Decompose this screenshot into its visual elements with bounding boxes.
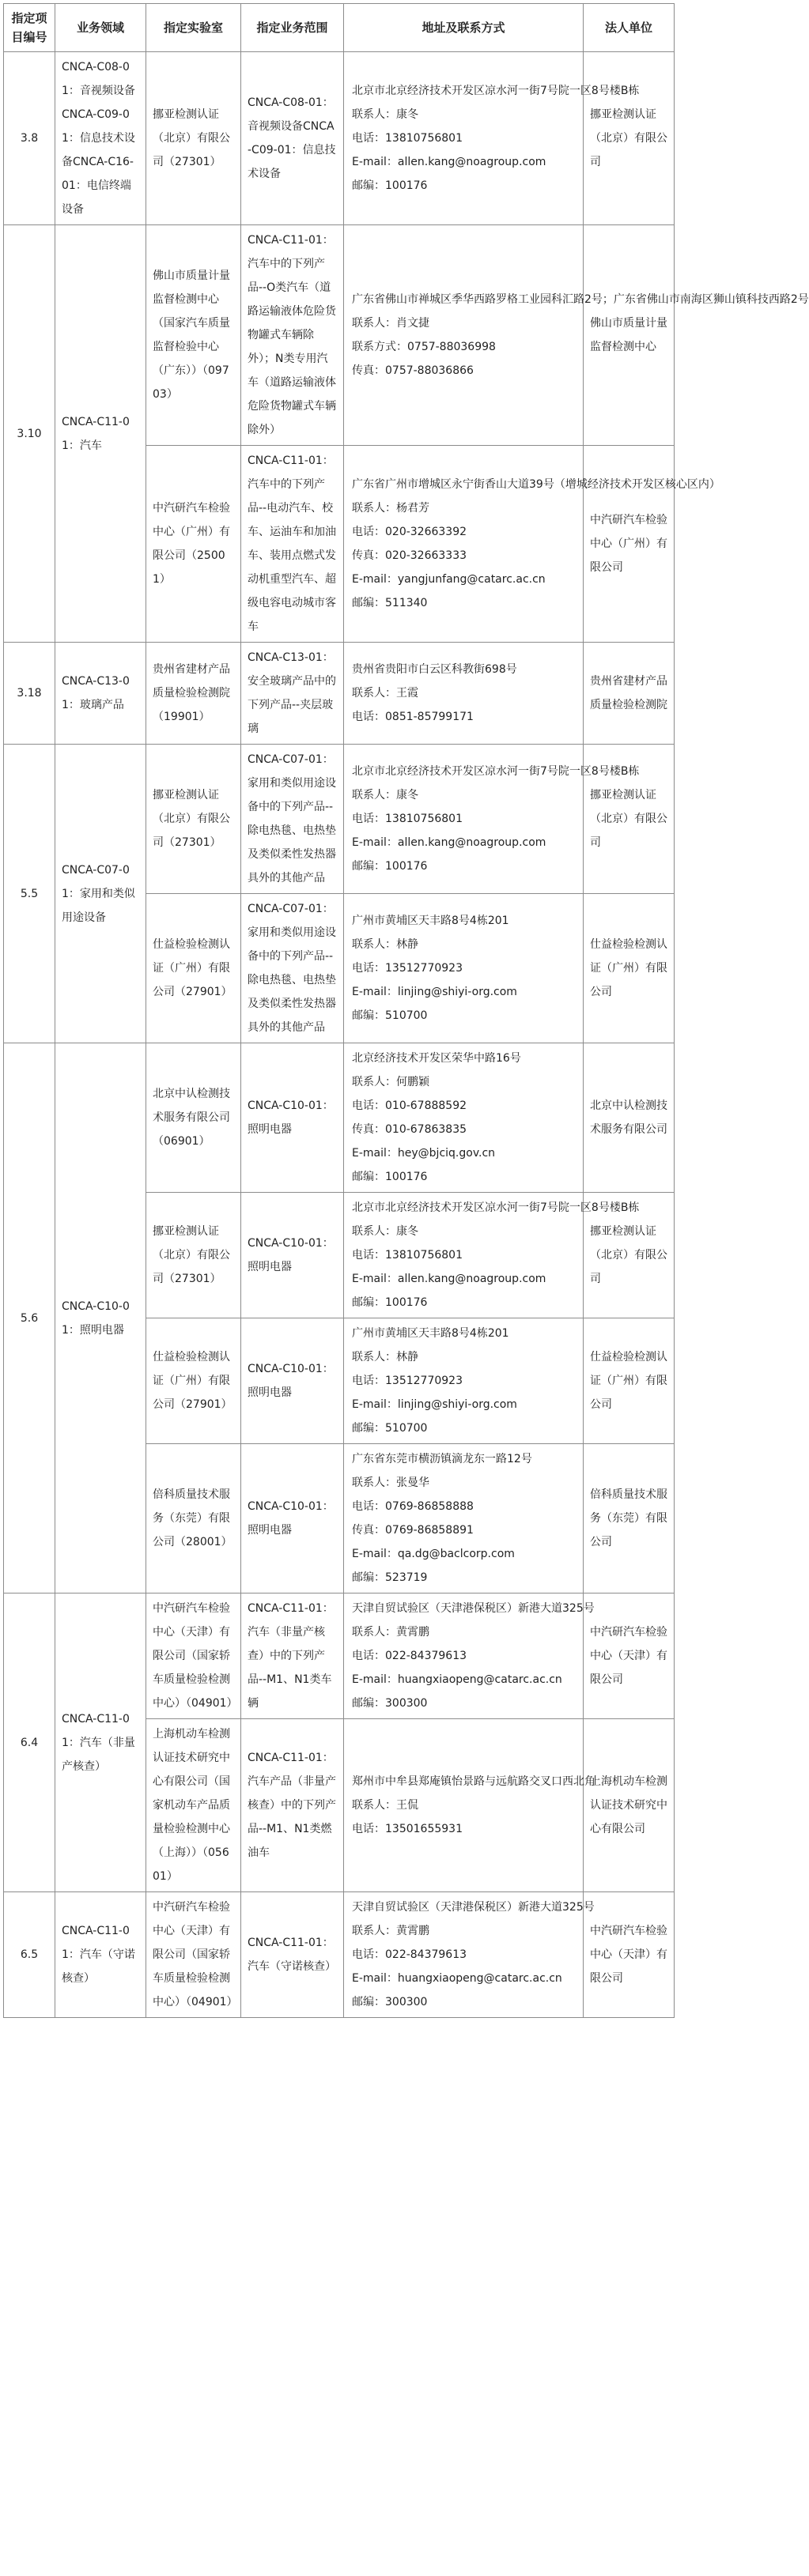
business-scope-cell: CNCA-C11-01：汽车（守诺核查）: [241, 1892, 344, 2018]
address-line: 电话：0851-85799171: [352, 711, 474, 723]
address-line: 电话：022-84379613: [352, 1948, 467, 1961]
address-line: 传真：0769-86858891: [352, 1524, 474, 1537]
designated-lab-cell: 挪亚检测认证（北京）有限公司（27301）: [146, 1193, 241, 1318]
designated-lab-cell: 挪亚检测认证（北京）有限公司（27301）: [146, 745, 241, 894]
address-line: 联系人：黄霄鹏: [352, 1626, 429, 1639]
legal-entity-cell: 北京中认检测技术服务有限公司: [584, 1043, 675, 1193]
table-row: [4, 225, 675, 446]
legal-entity-cell: 挪亚检测认证（北京）有限公司: [584, 745, 675, 894]
project-id-cell: 5.6: [4, 1043, 55, 1593]
header-project-id: 指定项目编号: [4, 4, 55, 52]
lab-designation-table: [3, 3, 809, 2018]
address-line: E-mail：huangxiaopeng@catarc.ac.cn: [352, 1972, 562, 1985]
legal-entity-cell: 仕益检验检测认证（广州）有限公司: [584, 1318, 675, 1444]
address-line: 联系人：肖文捷: [352, 317, 429, 330]
table-row: [4, 1043, 675, 1193]
legal-entity-cell: 中汽研汽车检验中心（天津）有限公司: [584, 1892, 675, 2018]
address-line: 广州市黄埔区天丰路8号4栋201: [352, 915, 509, 927]
designated-lab-cell: 仕益检验检测认证（广州）有限公司（27901）: [146, 894, 241, 1043]
address-line: 联系人：黄霄鹏: [352, 1925, 429, 1937]
business-scope-cell: CNCA-C13-01：安全玻璃产品中的下列产品--夹层玻璃: [241, 643, 344, 745]
address-line: E-mail：huangxiaopeng@catarc.ac.cn: [352, 1673, 562, 1686]
business-scope-cell: CNCA-C07-01：家用和类似用途设备中的下列产品--除电热毯、电热垫及类似柔性发热器具外的其他产品: [241, 894, 344, 1043]
address-line: 邮编：523719: [352, 1571, 428, 1584]
address-contact-cell: [344, 1593, 595, 1719]
designated-lab-cell: 挪亚检测认证（北京）有限公司（27301）: [146, 52, 241, 225]
business-field-cell: CNCA-C11-01：汽车: [55, 225, 146, 643]
business-scope-cell: CNCA-C11-01：汽车中的下列产品--O类汽车（道路运输液体危险货物罐式车辆除外）；N类专用汽车（道路运输液体危险货物罐式车辆除外）: [241, 225, 344, 446]
address-line: 广东省佛山市禅城区季华西路罗格工业园科汇路2号；广东省佛山市南海区狮山镇科技西路2号: [352, 293, 809, 306]
header-business-scope: 指定业务范围: [241, 4, 344, 52]
table-body: [4, 52, 809, 2018]
business-field-cell: CNCA-C10-01：照明电器: [55, 1043, 146, 1593]
designated-lab-cell: 中汽研汽车检验中心（广州）有限公司（25001）: [146, 446, 241, 643]
address-line: 邮编：100176: [352, 179, 428, 192]
address-line: 广东省东莞市横沥镇滴龙东一路12号: [352, 1453, 532, 1465]
address-line: 邮编：300300: [352, 1697, 428, 1710]
designated-lab-cell: 贵州省建材产品质量检验检测院（19901）: [146, 643, 241, 745]
header-legal-entity: 法人单位: [584, 4, 675, 52]
table-row: [4, 1892, 675, 2018]
legal-entity-cell: 仕益检验检测认证（广州）有限公司: [584, 894, 675, 1043]
address-line: 联系方式：0757-88036998: [352, 341, 496, 353]
legal-entity-cell: 中汽研汽车检验中心（广州）有限公司: [584, 446, 675, 643]
address-contact-cell: [344, 1892, 595, 2018]
address-contact-cell: [344, 894, 584, 1043]
header-address-contact: 地址及联系方式: [344, 4, 584, 52]
header-designated-lab: 指定实验室: [146, 4, 241, 52]
business-scope-cell: CNCA-C10-01：照明电器: [241, 1318, 344, 1444]
business-field-cell: CNCA-C13-01：玻璃产品: [55, 643, 146, 745]
project-id-cell: 6.4: [4, 1593, 55, 1892]
business-field-cell: CNCA-C11-01：汽车（守诺核查）: [55, 1892, 146, 2018]
address-line: E-mail：qa.dg@baclcorp.com: [352, 1548, 515, 1560]
address-contact-cell: [344, 1444, 584, 1593]
address-line: 电话：13810756801: [352, 1249, 463, 1262]
address-line: 北京经济技术开发区荣华中路16号: [352, 1052, 521, 1065]
address-line: E-mail：allen.kang@noagroup.com: [352, 1273, 546, 1285]
address-contact-cell: [344, 1318, 584, 1444]
business-scope-cell: CNCA-C11-01：汽车（非量产核查）中的下列产品--M1、N1类车辆: [241, 1593, 344, 1719]
business-scope-cell: CNCA-C08-01：音视频设备CNCA-C09-01：信息技术设备: [241, 52, 344, 225]
address-line: 邮编：510700: [352, 1009, 428, 1022]
address-line: 联系人：杨君芳: [352, 502, 429, 515]
address-line: 联系人：王侃: [352, 1799, 418, 1812]
table-row: [4, 1593, 675, 1719]
business-scope-cell: CNCA-C07-01：家用和类似用途设备中的下列产品--除电热毯、电热垫及类似柔性发热器具外的其他产品: [241, 745, 344, 894]
address-line: 电话：13810756801: [352, 813, 463, 825]
address-line: 电话：13512770923: [352, 1375, 463, 1387]
address-contact-cell: [344, 643, 584, 745]
address-line: E-mail：allen.kang@noagroup.com: [352, 156, 546, 168]
table-header-row: [4, 4, 675, 52]
address-line: E-mail：yangjunfang@catarc.ac.cn: [352, 573, 546, 586]
address-contact-cell: [344, 1719, 595, 1892]
address-line: 邮编：511340: [352, 597, 428, 609]
address-line: E-mail：hey@bjciq.gov.cn: [352, 1147, 496, 1160]
table-row: [4, 643, 675, 745]
address-line: 电话：0769-86858888: [352, 1500, 474, 1513]
business-scope-cell: CNCA-C10-01：照明电器: [241, 1444, 344, 1593]
header-business-field: 业务领域: [55, 4, 146, 52]
address-line: 天津自贸试验区（天津港保税区）新港大道325号: [352, 1602, 595, 1615]
address-line: 电话：010-67888592: [352, 1099, 467, 1112]
legal-entity-cell: 佛山市质量计量监督检测中心: [584, 225, 675, 446]
address-line: 邮编：510700: [352, 1422, 428, 1435]
legal-entity-cell: 中汽研汽车检验中心（天津）有限公司: [584, 1593, 675, 1719]
legal-entity-cell: 贵州省建材产品质量检验检测院: [584, 643, 675, 745]
address-line: 联系人：王霞: [352, 687, 418, 700]
address-line: 联系人：康冬: [352, 789, 418, 801]
designated-lab-cell: 仕益检验检测认证（广州）有限公司（27901）: [146, 1318, 241, 1444]
designated-lab-cell: 倍科质量技术服务（东莞）有限公司（28001）: [146, 1444, 241, 1593]
address-line: 传真：020-32663333: [352, 549, 467, 562]
table-row: [4, 52, 675, 225]
address-line: E-mail：allen.kang@noagroup.com: [352, 836, 546, 849]
address-line: 天津自贸试验区（天津港保税区）新港大道325号: [352, 1901, 595, 1914]
business-field-cell: CNCA-C08-01：音视频设备CNCA-C09-01：信息技术设备CNCA-C16-01：电信终端设备: [55, 52, 146, 225]
legal-entity-cell: 上海机动车检测认证技术研究中心有限公司: [584, 1719, 675, 1892]
project-id-cell: 5.5: [4, 745, 55, 1043]
address-line: 电话：022-84379613: [352, 1650, 467, 1662]
address-line: 电话：13512770923: [352, 962, 463, 975]
address-line: 邮编：100176: [352, 860, 428, 873]
address-line: 广东省广州市增城区永宁街香山大道39号（增城经济技术开发区核心区内）: [352, 478, 720, 491]
designated-lab-cell: 上海机动车检测认证技术研究中心有限公司（国家机动车产品质量检验检测中心（上海））（05601）: [146, 1719, 241, 1892]
address-line: 传真：010-67863835: [352, 1123, 467, 1136]
table-row: [4, 745, 675, 894]
address-line: 北京市北京经济技术开发区凉水河一街7号院一区8号楼B栋: [352, 1201, 640, 1214]
legal-entity-cell: 倍科质量技术服务（东莞）有限公司: [584, 1444, 675, 1593]
address-line: 联系人：康冬: [352, 1225, 418, 1238]
business-scope-cell: CNCA-C10-01：照明电器: [241, 1043, 344, 1193]
business-field-cell: CNCA-C07-01：家用和类似用途设备: [55, 745, 146, 1043]
address-line: E-mail：linjing@shiyi-org.com: [352, 1398, 517, 1411]
address-contact-cell: [344, 1043, 584, 1193]
address-line: 联系人：康冬: [352, 108, 418, 121]
address-line: 邮编：100176: [352, 1296, 428, 1309]
project-id-cell: 3.10: [4, 225, 55, 643]
project-id-cell: 6.5: [4, 1892, 55, 2018]
address-line: 联系人：何鹏颖: [352, 1076, 429, 1088]
designated-lab-cell: 北京中认检测技术服务有限公司（06901）: [146, 1043, 241, 1193]
address-line: 电话：13810756801: [352, 132, 463, 145]
designated-lab-cell: 佛山市质量计量监督检测中心（国家汽车质量监督检验中心（广东））（09703）: [146, 225, 241, 446]
address-line: 邮编：100176: [352, 1171, 428, 1183]
legal-entity-cell: 挪亚检测认证（北京）有限公司: [584, 1193, 675, 1318]
project-id-cell: 3.18: [4, 643, 55, 745]
business-scope-cell: CNCA-C11-01：汽车中的下列产品--电动汽车、校车、运油车和加油车、装用点燃式发动机重型汽车、超级电容电动城市客车: [241, 446, 344, 643]
address-line: 电话：13501655931: [352, 1823, 463, 1835]
address-line: 北京市北京经济技术开发区凉水河一街7号院一区8号楼B栋: [352, 765, 640, 778]
project-id-cell: 3.8: [4, 52, 55, 225]
address-line: 传真：0757-88036866: [352, 364, 474, 377]
designated-lab-cell: 中汽研汽车检验中心（天津）有限公司（国家轿车质量检验检测中心）（04901）: [146, 1892, 241, 2018]
business-scope-cell: CNCA-C11-01：汽车产品（非量产核查）中的下列产品--M1、N1类燃油车: [241, 1719, 344, 1892]
address-line: E-mail：linjing@shiyi-org.com: [352, 986, 517, 998]
address-line: 邮编：300300: [352, 1996, 428, 2008]
address-line: 联系人：林静: [352, 938, 418, 951]
address-line: 联系人：张曼华: [352, 1477, 429, 1489]
address-line: 贵州省贵阳市白云区科教街698号: [352, 663, 517, 676]
legal-entity-cell: 挪亚检测认证（北京）有限公司: [584, 52, 675, 225]
business-scope-cell: CNCA-C10-01：照明电器: [241, 1193, 344, 1318]
address-line: 广州市黄埔区天丰路8号4栋201: [352, 1327, 509, 1340]
address-line: 联系人：林静: [352, 1351, 418, 1363]
address-line: 北京市北京经济技术开发区凉水河一街7号院一区8号楼B栋: [352, 85, 640, 97]
address-line: 电话：020-32663392: [352, 526, 467, 538]
business-field-cell: CNCA-C11-01：汽车（非量产核查）: [55, 1593, 146, 1892]
address-line: 郑州市中牟县郑庵镇怡景路与远航路交叉口西北角: [352, 1775, 595, 1788]
designated-lab-cell: 中汽研汽车检验中心（天津）有限公司（国家轿车质量检验检测中心）（04901）: [146, 1593, 241, 1719]
